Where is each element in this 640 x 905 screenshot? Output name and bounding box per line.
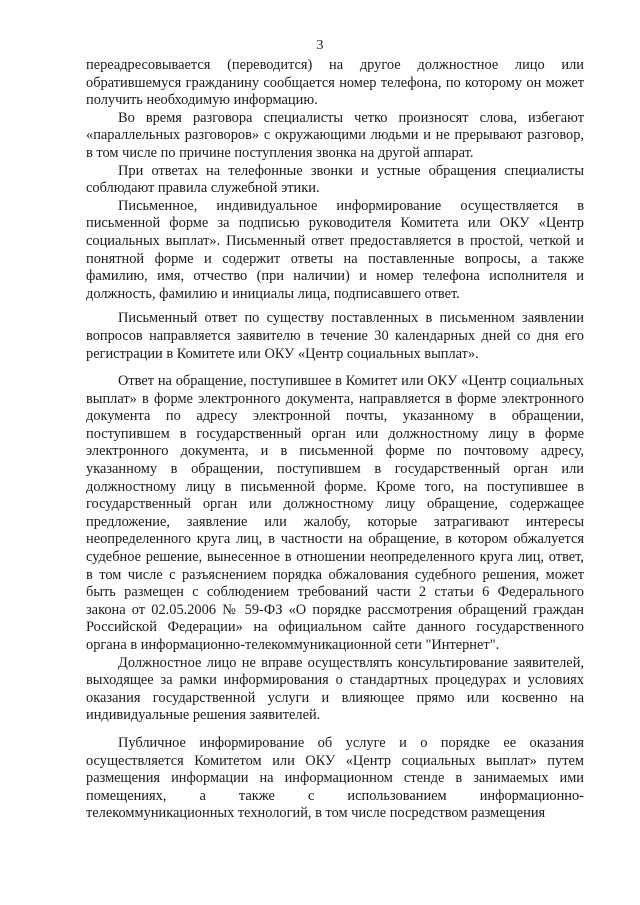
paragraph-continuation: переадресовывается (переводится) на другое должностное лицо или обратившемуся гражданину сообщается номер телефона, по которому он может получить необходимую информацию. bbox=[86, 57, 584, 109]
paragraph: Должностное лицо не вправе осуществлять консультирование заявителей, выходящее за рамки информирования о стандартных процедурах и условиях оказания государственной услуги и влияющее прямо или косвенно на индивидуальные решения заявителей. bbox=[86, 654, 584, 724]
paragraph: Письменный ответ по существу поставленных в письменном заявлении вопросов направляется заявителю в течение 30 календарных дней со дня его регистрации в Комитете или ОКУ «Центр социальных выплат». bbox=[86, 310, 584, 362]
page-number: 3 bbox=[316, 38, 324, 53]
paragraph: Ответ на обращение, поступившее в Комитет или ОКУ «Центр социальных выплат» в форме электронного документа, направляется в форме электронного документа по адресу электронной почты, указанному в обращении, поступившем в государственный орган или должностному лицу в форме электронного документа, и в письменной форме по почтовому адресу, указанному в обращении, поступившем в государственный орган или должностному лицу в письменной форме. Кроме того, на поступившее в государственный орган или должностному лицу обращение, содержащее предложение, заявление или жалобу, которые затрагивают интересы неопределенного круга лиц, в частности на обращение, в котором обжалуется судебное решение, вынесенное в отношении неопределенного круга лиц, ответ, в том числе с разъяснением порядка обжалования судебного решения, может быть размещен с соблюдением требований части 2 статьи 6 Федерального закона от 02.05.2006 № 59-ФЗ «О порядке рассмотрения обращений граждан Российской Федерации» на официальном сайте данного государственного органа в информационно-телекоммуникационной сети "Интернет". bbox=[86, 373, 584, 653]
paragraph: При ответах на телефонные звонки и устные обращения специалисты соблюдают правила служебной этики. bbox=[86, 162, 584, 197]
paragraph: Письменное, индивидуальное информирование осуществляется в письменной форме за подписью руководителя Комитета или ОКУ «Центр социальных выплат». Письменный ответ предоставляется в простой, четкой и понятной форме и содержит ответы на поставленные вопросы, а также фамилию, имя, отчество (при наличии) и номер телефона исполнителя и должность, фамилию и инициалы лица, подписавшего ответ. bbox=[86, 197, 584, 302]
paragraph: Во время разговора специалисты четко произносят слова, избегают «параллельных разговоров» с окружающими людьми и не прерывают разговор, в том числе по причине поступления звонка на другой аппарат. bbox=[86, 109, 584, 161]
paragraph: Публичное информирование об услуге и о порядке ее оказания осуществляется Комитетом или ОКУ «Центр социальных выплат» путем размещения информации на информационном стенде в занимаемых ими помещениях, а также с использованием информационно-телекоммуникационных технологий, в том числе посредством размещения bbox=[86, 734, 584, 822]
document-body bbox=[86, 57, 584, 823]
